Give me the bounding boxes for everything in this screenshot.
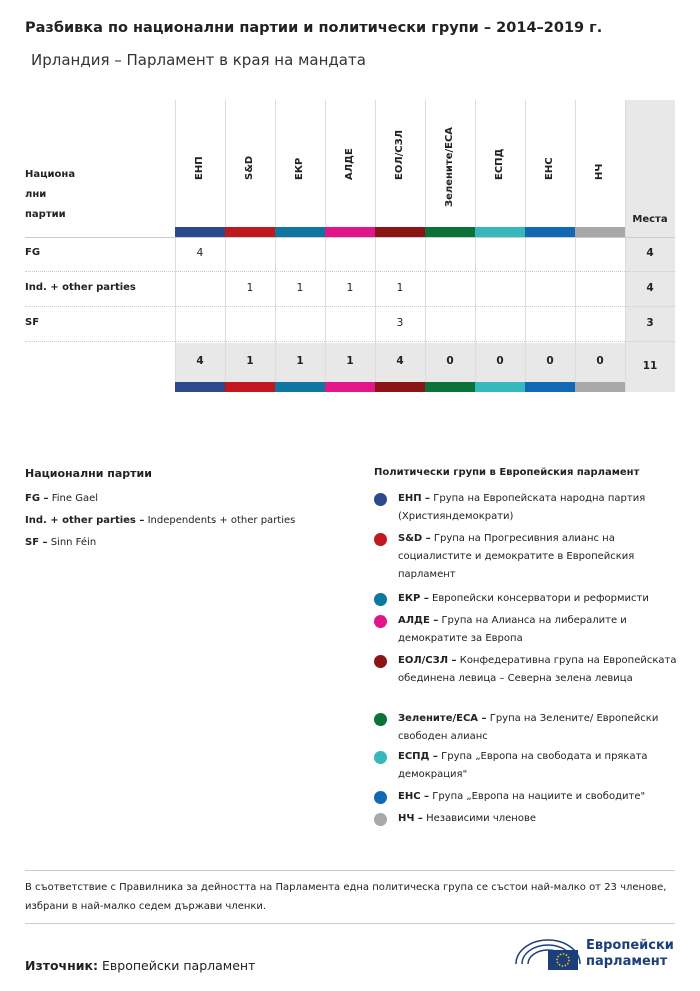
party-label: FG: [25, 247, 41, 258]
logo-line: Европейски: [586, 938, 674, 953]
grand-total: 11: [642, 360, 658, 372]
group-name: Група „Европа на свободата и пряката демокрация": [398, 751, 648, 780]
group-color-bar: [475, 382, 525, 392]
group-color-bar: [375, 227, 425, 237]
page-subtitle: Ирландия – Парламент в края на мандата: [31, 51, 366, 69]
group-abbr: S&D –: [398, 533, 431, 544]
group-legend-item: [398, 810, 688, 828]
group-color-bar: [275, 227, 325, 237]
column-total: 0: [496, 355, 504, 367]
group-legend-item: [398, 490, 688, 526]
seats-header: Места: [632, 214, 668, 225]
column-total: 0: [596, 355, 604, 367]
row-total: 3: [646, 317, 654, 329]
table-row: [25, 272, 675, 307]
page-title: Разбивка по национални партии и политически групи – 2014–2019 г.: [25, 20, 603, 36]
column-total: 1: [296, 355, 304, 367]
group-abbr: Зелените/ЕСА –: [398, 713, 487, 724]
table-row: [25, 307, 675, 342]
party-abbr: SF –: [25, 537, 48, 548]
source: [25, 958, 255, 973]
group-color-bar: [325, 227, 375, 237]
national-legend-title: Национални партии: [25, 467, 152, 480]
group-header: ЕНС: [544, 157, 555, 180]
legend-dot-icon: [374, 791, 387, 804]
group-abbr: ЕСПД –: [398, 751, 438, 762]
legend-dot-icon: [374, 533, 387, 546]
national-legend-item: [25, 534, 96, 552]
row-header-line: Национа: [25, 169, 76, 180]
group-legend-item: [398, 748, 688, 784]
group-color-bar: [275, 382, 325, 392]
group-header: ЕСПД: [494, 148, 505, 180]
legend-dot-icon: [374, 615, 387, 628]
row-header-line: партии: [25, 209, 66, 220]
party-name: Fine Gael: [51, 493, 98, 504]
group-color-bar: [325, 382, 375, 392]
column-total: 1: [346, 355, 354, 367]
group-header: АЛДЕ: [344, 148, 355, 180]
group-color-bar: [425, 382, 475, 392]
party-abbr: Ind. + other parties –: [25, 515, 145, 526]
party-name: Independents + other parties: [147, 515, 296, 526]
group-header: Зелените/ЕСА: [444, 126, 455, 207]
group-color-bar: [225, 227, 275, 237]
column-total: 1: [246, 355, 254, 367]
group-name: Европейски консерватори и реформисти: [432, 593, 649, 604]
group-name: Независими членове: [426, 813, 537, 824]
national-legend-item: [25, 512, 295, 530]
seat-count: 3: [396, 317, 404, 329]
table-row: [25, 237, 675, 272]
group-name: Група на Зелените/ Европейски свободен алианс: [398, 713, 659, 742]
column-total: 4: [196, 355, 204, 367]
ep-logo: [514, 934, 679, 974]
group-legend-item: [398, 788, 688, 806]
footnote: В съответствие с Правилника за дейността на Парламента една политическа група се състои най-малко от 23 членове, избрани в най-малко седем държави членки.: [25, 882, 667, 912]
legend-dot-icon: [374, 593, 387, 606]
group-header: ЕНП: [194, 156, 205, 180]
group-header: ЕКР: [294, 157, 305, 180]
party-abbr: FG –: [25, 493, 49, 504]
group-color-bar: [175, 227, 225, 237]
group-legend-item: [398, 612, 688, 648]
group-legend-item: [398, 590, 688, 608]
group-abbr: ЕНС –: [398, 791, 430, 802]
group-name: Група на Алианса на либералите и демократите за Европа: [398, 615, 627, 644]
party-label: SF: [25, 317, 40, 328]
logo-line: парламент: [586, 954, 668, 969]
group-header: ЕОЛ/СЗЛ: [394, 129, 405, 180]
party-name: Sinn Féin: [50, 537, 97, 548]
group-name: Група на Прогресивния алианс на социалистите и демократите в Европейския парламент: [398, 533, 635, 580]
divider: [25, 870, 675, 871]
divider: [25, 923, 675, 924]
column-total: 4: [396, 355, 404, 367]
seat-count: 1: [346, 282, 354, 294]
group-color-bar: [475, 227, 525, 237]
national-legend-item: [25, 490, 98, 508]
group-header: S&D: [244, 155, 255, 180]
group-abbr: НЧ –: [398, 813, 423, 824]
legend-dot-icon: [374, 751, 387, 764]
group-name: Конфедеративна група на Европейската обединена левица – Северна зелена левица: [398, 655, 677, 684]
group-abbr: ЕНП –: [398, 493, 431, 504]
group-legend-title: Политически групи в Европейския парламент: [374, 467, 640, 478]
legend-dot-icon: [374, 713, 387, 726]
group-color-bar: [375, 382, 425, 392]
group-color-bar: [175, 382, 225, 392]
row-total: 4: [646, 247, 654, 259]
column-total: 0: [546, 355, 554, 367]
seat-count: 1: [296, 282, 304, 294]
group-color-bar: [425, 227, 475, 237]
group-legend-item: [398, 652, 688, 688]
group-color-bar: [525, 382, 575, 392]
row-header-line: лни: [25, 189, 47, 200]
party-label: Ind. + other parties: [25, 282, 136, 293]
seats-table: [0, 0, 700, 400]
seat-count: 1: [396, 282, 404, 294]
row-total: 4: [646, 282, 654, 294]
group-legend-item: [398, 530, 688, 584]
group-header: НЧ: [594, 163, 605, 180]
group-name: Група на Европейската народна партия (Християндемократи): [398, 493, 646, 522]
legend-dot-icon: [374, 655, 387, 668]
group-color-bar: [525, 227, 575, 237]
group-color-bar: [575, 382, 625, 392]
source-label: Източник:: [25, 958, 99, 973]
seat-count: 1: [246, 282, 254, 294]
group-abbr: ЕКР –: [398, 593, 429, 604]
ep-hemicycle-icon: [514, 934, 584, 974]
group-legend-item: [398, 710, 688, 746]
seat-count: 4: [196, 247, 204, 259]
group-color-bar: [575, 227, 625, 237]
legend-dot-icon: [374, 813, 387, 826]
legend-dot-icon: [374, 493, 387, 506]
column-total: 0: [446, 355, 454, 367]
group-name: Група „Европа на нациите и свободите": [432, 791, 646, 802]
group-abbr: ЕОЛ/СЗЛ –: [398, 655, 457, 666]
group-color-bar: [225, 382, 275, 392]
source-value: Европейски парламент: [102, 958, 256, 973]
group-abbr: АЛДЕ –: [398, 615, 439, 626]
